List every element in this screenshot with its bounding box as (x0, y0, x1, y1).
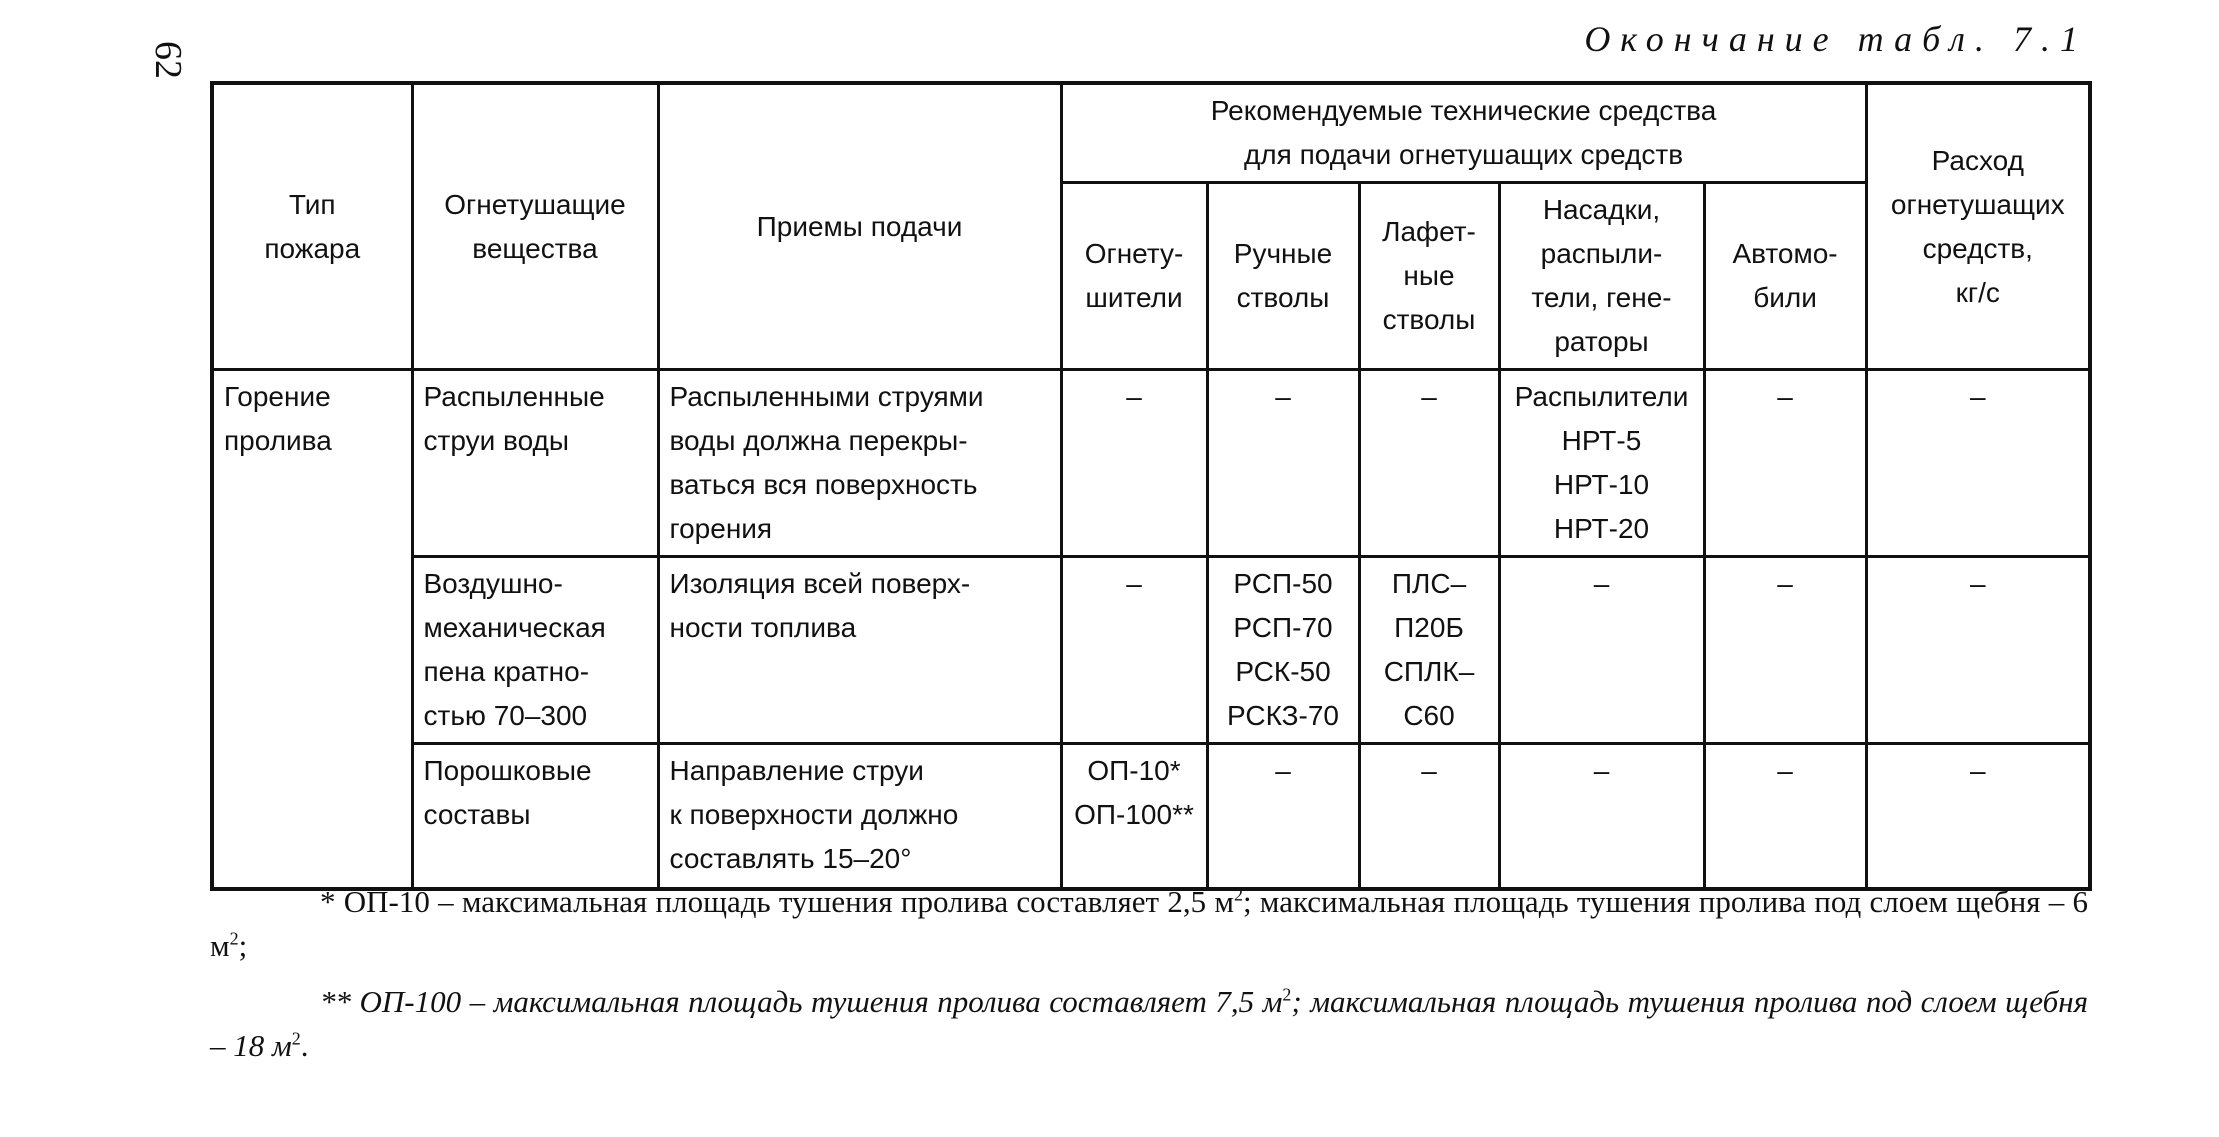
header-vehicles: Автомо- били (1704, 183, 1866, 370)
method-cell: Распыленными струями воды должна перекры- ваться вся поверхность горения (658, 370, 1061, 557)
footnote-op100 (210, 980, 2088, 1068)
footnote-text: ; (238, 928, 248, 963)
superscript: 2 (291, 1028, 301, 1049)
header-row-1 (212, 83, 2090, 183)
hand-nozzles-cell: – (1207, 744, 1359, 889)
header-consumption: Расход огнетушащих средств, кг/с (1866, 83, 2090, 370)
header-methods: Приемы подачи (658, 83, 1061, 370)
header-recommended-means: Рекомендуемые технические средства для подачи огнетушащих средств (1061, 83, 1866, 183)
method-cell: Изоляция всей поверх- ности топлива (658, 557, 1061, 744)
method-cell: Направление струи к поверхности должно составлять 15–20° (658, 744, 1061, 889)
sprayers-cell: Распылители НРТ-5 НРТ-10 НРТ-20 (1499, 370, 1704, 557)
extinguishers-cell: – (1061, 557, 1207, 744)
footnote-text: ** ОП-100 – максимальная площадь тушения пролива составляет 7,5 м (320, 984, 1283, 1019)
header-hand-nozzles: Ручные стволы (1207, 183, 1359, 370)
sprayers-cell: – (1499, 744, 1704, 889)
agent-cell: Воздушно- механическая пена кратно- стью 70–300 (412, 557, 658, 744)
superscript: 2 (1282, 984, 1292, 1005)
header-fire-type: Тип пожара (212, 83, 412, 370)
footnote-text: ; максимальная площадь тушения пролива под слоем щебня – 18 м (210, 984, 2088, 1063)
footnote-op10 (210, 880, 2088, 968)
extinguishing-means-table (210, 81, 2092, 891)
superscript: 2 (229, 928, 239, 949)
header-sprayers: Насадки, распыли- тели, гене- раторы (1499, 183, 1704, 370)
consumption-cell: – (1866, 744, 2090, 889)
header-agents: Огнетушащие вещества (412, 83, 658, 370)
agent-cell: Порошковые составы (412, 744, 658, 889)
agent-cell: Распыленные струи воды (412, 370, 658, 557)
hand-nozzles-cell: – (1207, 370, 1359, 557)
table-continuation-label: Окончание табл. 7.1 (1584, 19, 2088, 59)
monitor-nozzles-cell: – (1359, 370, 1499, 557)
hand-nozzles-cell: РСП-50 РСП-70 РСК-50 РСКЗ-70 (1207, 557, 1359, 744)
fire-type-cell: Горение пролива (212, 370, 412, 889)
footnote-text: * ОП-10 – максимальная площадь тушения пролива составляет 2,5 м (320, 884, 1234, 919)
vehicles-cell: – (1704, 744, 1866, 889)
monitor-nozzles-cell: ПЛС– П20Б СПЛК– С60 (1359, 557, 1499, 744)
extinguishers-cell: – (1061, 370, 1207, 557)
superscript: 2 (1233, 884, 1243, 905)
footnote-text: ; максимальная площадь тушения пролива под слоем щебня – 6 м (210, 884, 2088, 963)
page-number: 62 (147, 41, 189, 79)
sprayers-cell: – (1499, 557, 1704, 744)
footnote-text: . (300, 1028, 309, 1063)
consumption-cell: – (1866, 557, 2090, 744)
header-monitor-nozzles: Лафет- ные стволы (1359, 183, 1499, 370)
vehicles-cell: – (1704, 557, 1866, 744)
consumption-cell: – (1866, 370, 2090, 557)
table-row (212, 744, 2090, 889)
footnotes (210, 880, 2088, 1080)
extinguishers-cell: ОП-10* ОП-100** (1061, 744, 1207, 889)
vehicles-cell: – (1704, 370, 1866, 557)
table-row (212, 370, 2090, 557)
table-row (212, 557, 2090, 744)
header-extinguishers: Огнету- шители (1061, 183, 1207, 370)
monitor-nozzles-cell: – (1359, 744, 1499, 889)
